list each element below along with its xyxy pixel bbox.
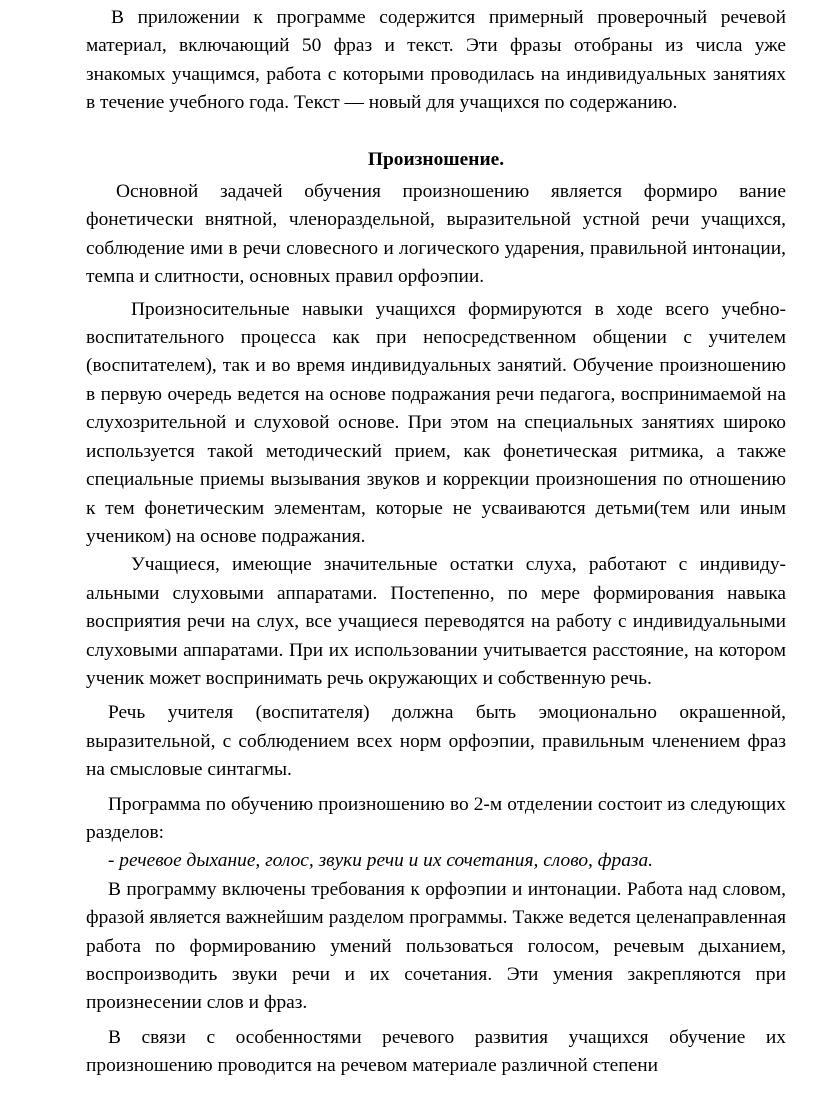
- intro-paragraph: В приложении к программе содержится примерный проверочный речевой материал, включающий 50 фраз и текст. Эти фразы отобраны из числа уже знакомых учащимся, работа с которыми проводилась на индивидуальных занятиях в течение учебного года. Текст — новый для учащихся по содержанию.: [86, 7, 786, 114]
- sections-list: - речевое дыхание, голос, звуки речи и их сочетания, слово, фраза.: [108, 850, 654, 872]
- spacer: [86, 118, 786, 146]
- paragraph-speech-development: В связи с особенностями речевого развития учащихся обучение их произношению проводится на речевом материале различной степени: [86, 1026, 786, 1077]
- paragraph-skills: Произносительные навыки учащихся формируются в ходе всего учебно-воспитательного процесса как при непосредственном общении с учителем (воспитателем), так и во время индивидуальных занятий. Обучение произношению в первую очередь ведется на основе подражания речи педагога, воспринимаемой на слухозрительной и слуховой основе. При этом на специальных занятиях широко используется такой методический прием, как фонетическая ритмика, а также специальные приемы вызывания звуков и коррекции произношения по отношению к тем фонетическим элементам, которые не усваиваются детьми(тем или иным учеником) на основе подражания.: [86, 298, 786, 547]
- document-page: [86, 4, 786, 1081]
- paragraph-teacher-speech: Речь учителя (воспитателя) должна быть эмоционально окрашенной, выразительной, с соблюдением всех норм орфоэпии, правильным членением фраз на смысловые синтагмы.: [86, 702, 786, 781]
- paragraph-goal: Основной задачей обучения произношению является формиро вание фонетически внятной, членораздельной, выразительной устной речи учащихся, соблюдение ими в речи словесного и логического ударения, правильной интонации, темпа и слитности, основных правил орфоэпии.: [86, 181, 786, 288]
- section-title: Произношение.: [367, 148, 505, 170]
- paragraph-orthoepy: В программу включены требования к орфоэпии и интонации. Работа над словом, фразой является важнейшим разделом программы. Также ведется целенаправленная работа по формированию умений пользоваться голосом, речевым дыханием, воспроизводить звуки речи и их сочетания. Эти умения закрепляются при произнесении слов и фраз.: [86, 878, 786, 1014]
- paragraph-program-sections: Программа по обучению произношению во 2-м отделении состоит из следующих разделов:: [86, 793, 786, 843]
- paragraph-hearing-aids: Учащиеся, имеющие значительные остатки слуха, работают с индивидуальными слуховыми аппаратами. Постепенно, по мере формирования навыка восприятия речи на слух, все учащиеся переводятся на работу с индивидуальными слуховыми аппаратами. При их использовании учитывается расстояние, на котором ученик может воспринимать речь окружающих и собственную речь.: [86, 554, 786, 689]
